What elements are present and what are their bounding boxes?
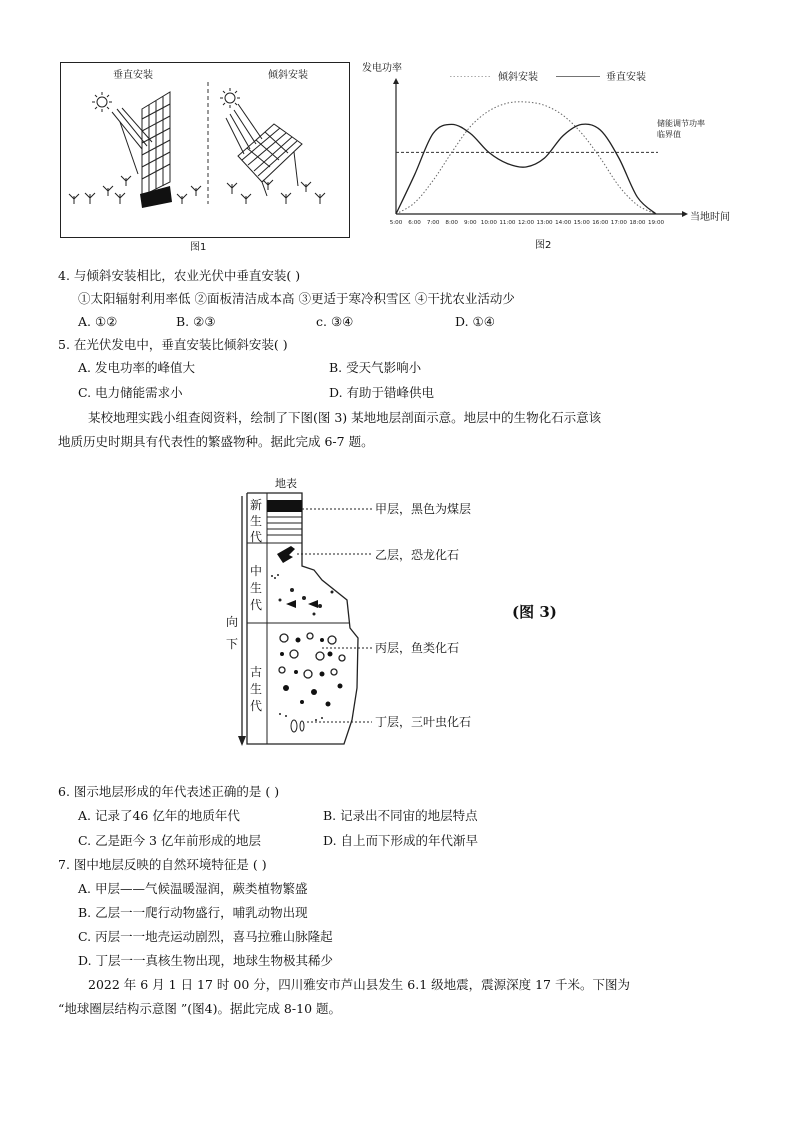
- x-tick-label: 18:00: [629, 220, 646, 226]
- fig1-caption: 图1: [190, 242, 207, 253]
- fig2-ylabel: 发电功率: [362, 63, 402, 74]
- q5-stem: 5. 在光伏发电中，垂直安装比倾斜安装( ): [58, 337, 288, 352]
- q5-option-a: A. 发电功率的峰值大: [78, 360, 195, 375]
- era-mesozoic-1: 中: [250, 564, 263, 578]
- era-paleozoic-1: 古: [250, 665, 263, 679]
- fig3-caption: (图 3): [512, 603, 557, 621]
- q5-option-d: D. 有助于错峰供电: [329, 385, 435, 400]
- intro-6-7-line1: 某校地理实践小组查阅资料，绘制了下图(图 3) 某地地层剖面示意。地层中的生物化石示意该: [88, 410, 602, 425]
- x-tick-label: 10:00: [480, 220, 497, 226]
- layer-jia-label: 甲层，黑色为煤层: [375, 502, 472, 516]
- fig2-caption: 图2: [535, 240, 552, 251]
- q6-stem: 6. 图示地层形成的年代表述正确的是 ( ): [58, 784, 280, 799]
- down-label-2: 下: [226, 637, 239, 651]
- x-tick-label: 6:00: [408, 220, 421, 226]
- q6-option-d: D. 自上而下形成的年代渐早: [323, 833, 479, 848]
- intro-8-10-line1: 2022 年 6 月 1 日 17 时 00 分，四川雅安市芦山县发生 6.1 级地震，震源深度 17 千米。下图为: [88, 977, 630, 992]
- q4-option-a: A. ①②: [78, 314, 118, 329]
- series-tilted-line: [396, 102, 656, 214]
- fig3-strata-diagram: [222, 488, 372, 750]
- fig2-legend-vertical: 垂直安装: [606, 72, 646, 83]
- q7-option-c: C. 丙层一一地壳运动剧烈，喜马拉雅山脉隆起: [78, 929, 333, 944]
- x-tick-label: 14:00: [555, 220, 572, 226]
- era-mesozoic-2: 生: [250, 581, 263, 595]
- q7-option-a: A. 甲层——气候温暖湿润，蕨类植物繁盛: [78, 881, 308, 896]
- x-tick-label: 11:00: [499, 220, 516, 226]
- x-axis-arrow: [682, 211, 688, 217]
- sun-icon: [92, 92, 112, 112]
- q7-option-d: D. 丁层一一真核生物出现，地球生物极其稀少: [78, 953, 334, 968]
- x-tick-label: 17:00: [610, 220, 627, 226]
- layer-bing-label: 丙层，鱼类化石: [375, 641, 460, 655]
- intro-8-10-line2: “地球圈层结构示意图 ”(图4)。据此完成 8-10 题。: [58, 1001, 341, 1016]
- fig2-xlabel: 当地时间: [690, 212, 730, 223]
- x-tick-label: 9:00: [464, 220, 477, 226]
- q6-option-c: C. 乙是距今 3 亿年前形成的地层: [78, 833, 261, 848]
- y-axis-arrow: [393, 78, 399, 84]
- layer-yi-label: 乙层，恐龙化石: [375, 548, 460, 562]
- era-mesozoic-3: 代: [250, 598, 263, 612]
- era-cenozoic-3: 代: [250, 530, 263, 544]
- fig2-threshold-label-2: 临界值: [657, 130, 681, 139]
- tilted-panel: [238, 124, 302, 196]
- era-cenozoic-2: 生: [250, 514, 263, 528]
- era-paleozoic-3: 代: [250, 699, 263, 713]
- q7-stem: 7. 图中地层反映的自然环境特征是 ( ): [58, 857, 267, 872]
- fig2-chart: [360, 76, 690, 236]
- fig1-left-label: 垂直安装: [113, 70, 153, 81]
- down-label-1: 向: [226, 615, 239, 629]
- q6-option-a: A. 记录了46 亿年的地质年代: [78, 808, 240, 823]
- vertical-panel: [142, 92, 170, 196]
- q4-option-b: B. ②③: [176, 314, 216, 329]
- x-tick-label: 13:00: [536, 220, 553, 226]
- q5-option-b: B. 受天气影响小: [329, 360, 422, 375]
- series-vertical-line: [396, 124, 656, 214]
- q5-option-c: C. 电力储能需求小: [78, 385, 183, 400]
- intro-6-7-line2: 地质历史时期具有代表性的繁盛物种。据此完成 6-7 题。: [58, 434, 374, 449]
- fig3-top-label: 地表: [275, 477, 297, 490]
- q4-option-d: D. ①④: [455, 314, 495, 329]
- q4-items: ①太阳辐射利用率低 ②面板清洁成本高 ③更适于寒冷积雪区 ④干扰农业活动少: [78, 291, 515, 306]
- era-paleozoic-2: 生: [250, 682, 263, 696]
- fig2-legend-tilted: 倾斜安装: [498, 72, 538, 83]
- x-tick-label: 15:00: [573, 220, 590, 226]
- x-tick-label: 16:00: [592, 220, 609, 226]
- x-tick-label: 19:00: [647, 220, 665, 226]
- fig1-right-label: 倾斜安装: [268, 70, 308, 81]
- q4-option-c: c. ③④: [316, 314, 354, 329]
- era-cenozoic-1: 新: [250, 498, 263, 512]
- x-tick-label: 7:00: [426, 220, 440, 226]
- q4-stem: 4. 与倾斜安装相比，农业光伏中垂直安装( ): [58, 268, 301, 283]
- layer-ding-label: 丁层，三叶虫化石: [375, 715, 472, 729]
- q6-option-b: B. 记录出不同宙的地层特点: [323, 808, 478, 823]
- q7-option-b: B. 乙层一一爬行动物盛行，哺乳动物出现: [78, 905, 308, 920]
- x-tick-label: 5:00: [389, 220, 403, 226]
- fig2-threshold-label-1: 储能调节功率: [657, 119, 705, 128]
- x-tick-label: 12:00: [517, 220, 535, 226]
- fig1-illustration: [62, 64, 348, 236]
- x-tick-label: 8:00: [445, 220, 458, 226]
